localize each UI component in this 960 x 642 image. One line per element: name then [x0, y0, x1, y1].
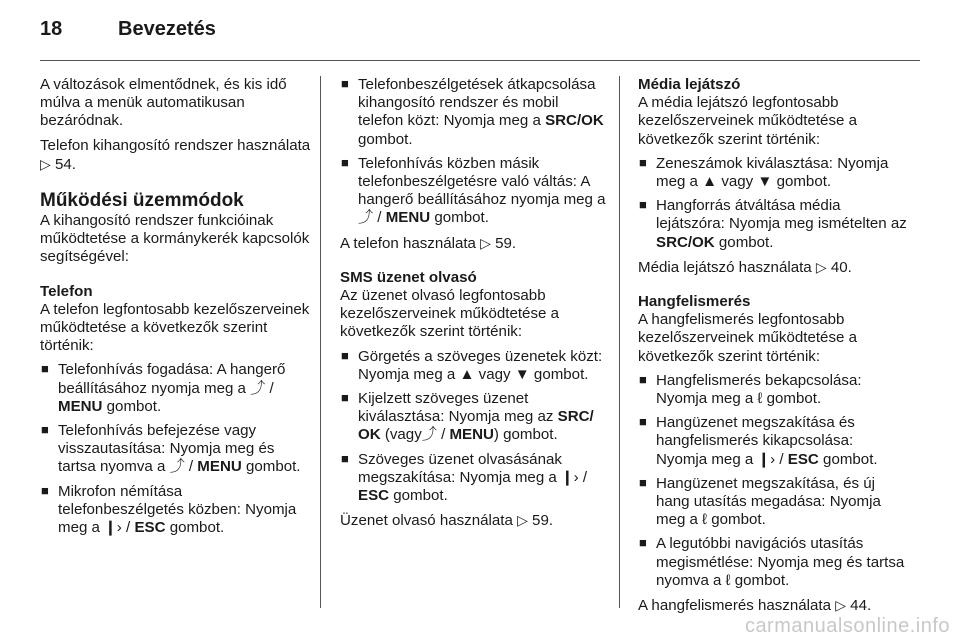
header-rule: [40, 60, 920, 61]
list-item: ■ Telefonhívás közben másik telefonbeszélgetésre való váltás: A hangerő beállításához nyomja meg a ⤴ / MENU gombot.: [341, 154, 606, 227]
bullet-icon: ■: [639, 414, 647, 430]
list-item: ■ Telefonhívás fogadása: A hangerő beállításához nyomja meg a ⤴ / MENU gombot.: [41, 361, 286, 415]
phone-icon: ⤴: [169, 458, 185, 476]
list-item: ■ Szöveges üzenet olvasásának megszakítása: Nyomja meg a ❙› / ESC gombot.: [341, 450, 588, 505]
column-divider: [320, 76, 321, 608]
column-2: [340, 76, 606, 536]
mute-icon: ❙›: [104, 519, 122, 537]
voice-icon: ℓ: [725, 571, 731, 589]
bullet-icon: ■: [341, 347, 349, 363]
sms-intro: Az üzenet olvasó legfontosabb kezelőszerveinek működtetése a következők szerint történik:: [340, 287, 559, 341]
column-divider: [619, 76, 620, 608]
bullet-icon: ■: [41, 361, 49, 377]
media-intro: A média lejátszó legfontosabb kezelőszerveinek működtetése a következők szerint történik:: [638, 94, 857, 148]
list-item: ■ Hangforrás átváltása média lejátszóra: Nyomja meg ismételten az SRC/OK gombot.: [639, 197, 907, 251]
list-item: ■ Mikrofon némítása telefonbeszélgetés közben: Nyomja meg a ❙› / ESC gombot.: [41, 482, 297, 537]
bullet-icon: ■: [341, 450, 349, 466]
bullet-icon: ■: [639, 154, 647, 170]
arrow-down-icon: ▼: [514, 365, 530, 383]
arrow-up-icon: ▲: [702, 173, 718, 191]
page-ref-icon: ▷: [40, 155, 51, 172]
bullet-icon: ■: [639, 474, 647, 490]
page-ref-icon: ▷: [517, 512, 528, 529]
page-number: 18: [40, 18, 63, 40]
voice-intro: A hangfelismerés legfontosabb kezelőszerveinek működtetése a következők szerint történik:: [638, 311, 857, 365]
list-item: ■ Kijelzett szöveges üzenet kiválasztása: Nyomja meg az SRC/ OK (vagy⤴ / MENU) gombot.: [341, 390, 594, 444]
bullet-icon: ■: [639, 197, 647, 213]
list-item: ■ Telefonhívás befejezése vagy visszautasítása: Nyomja meg és tartsa nyomva a ⤴ / MENU gombot.: [41, 422, 301, 476]
sms-title: SMS üzenet olvasó: [340, 268, 477, 286]
list-item: ■ Hangüzenet megszakítása és hangfelismerés kikapcsolása: Nyomja meg a ❙› / ESC gombot.: [639, 414, 878, 468]
list-item: ■ Zeneszámok kiválasztása: Nyomja meg a ▲ vagy ▼ gombot.: [639, 154, 889, 191]
page-ref-icon: ▷: [480, 234, 491, 251]
section-title: Működési üzemmódok: [40, 190, 244, 212]
mute-icon: ❙›: [561, 468, 579, 486]
handsfree-reference: Telefon kihangosító rendszer használata ▷ 54.: [40, 136, 311, 173]
mute-icon: ❙›: [757, 450, 776, 468]
bullet-icon: ■: [639, 535, 647, 551]
phone-icon: ⤴: [250, 379, 266, 397]
column-1: [40, 76, 312, 543]
arrow-down-icon: ▼: [757, 173, 773, 191]
column-3: [638, 76, 908, 621]
list-item: ■ Hangfelismerés bekapcsolása: Nyomja meg a ℓ gombot.: [639, 371, 862, 408]
intro-paragraph: A változások elmentődnek, és kis idő múlva a menük automatikusan bezáródnak.: [40, 76, 287, 130]
arrow-up-icon: ▲: [459, 365, 475, 383]
bullet-icon: ■: [41, 422, 49, 438]
sms-reference: Üzenet olvasó használata ▷ 59.: [340, 512, 554, 530]
list-item: ■ Telefonbeszélgetések átkapcsolása kihangosító rendszer és mobil telefon közt: Nyomja meg a SRC/OK gombot.: [341, 76, 604, 148]
phone-icon: ⤴: [358, 209, 374, 227]
voice-title: Hangfelismerés: [638, 293, 751, 311]
bullet-icon: ■: [341, 76, 349, 91]
bullet-icon: ■: [41, 482, 49, 498]
voice-icon: ℓ: [757, 390, 763, 408]
section-intro: A kihangosító rendszer funkcióinak működtetése a kormánykerék kapcsolók segítségével:: [40, 212, 310, 266]
page-ref-icon: ▷: [835, 597, 846, 614]
list-item: ■ A legutóbbi navigációs utasítás megismétlése: Nyomja meg és tartsa nyomva a ℓ gombot.: [639, 535, 905, 589]
phone-title: Telefon: [40, 282, 93, 300]
watermark: carmanualsonline.info: [744, 615, 950, 637]
bullet-icon: ■: [341, 390, 349, 406]
list-item: ■ Hangüzenet megszakítása, és új hang utasítás megadása: Nyomja meg a ℓ gombot.: [639, 474, 881, 529]
page-header: [40, 18, 920, 48]
voice-icon: ℓ: [702, 511, 708, 529]
phone-reference: A telefon használata ▷ 59.: [340, 234, 517, 252]
phone-icon: ⤴: [421, 426, 437, 444]
bullet-icon: ■: [341, 154, 349, 170]
chapter-title: Bevezetés: [118, 18, 216, 40]
page-ref-icon: ▷: [815, 258, 827, 275]
bullet-icon: ■: [639, 371, 647, 387]
list-item: ■ Görgetés a szöveges üzenetek közt: Nyomja meg a ▲ vagy ▼ gombot.: [341, 347, 603, 383]
media-reference: Média lejátszó használata ▷ 40.: [638, 258, 852, 276]
phone-intro: A telefon legfontosabb kezelőszerveinek működtetése a következők szerint történik:: [40, 300, 310, 355]
media-title: Média lejátszó: [638, 76, 741, 93]
voice-reference: A hangfelismerés használata ▷ 44.: [638, 597, 872, 615]
